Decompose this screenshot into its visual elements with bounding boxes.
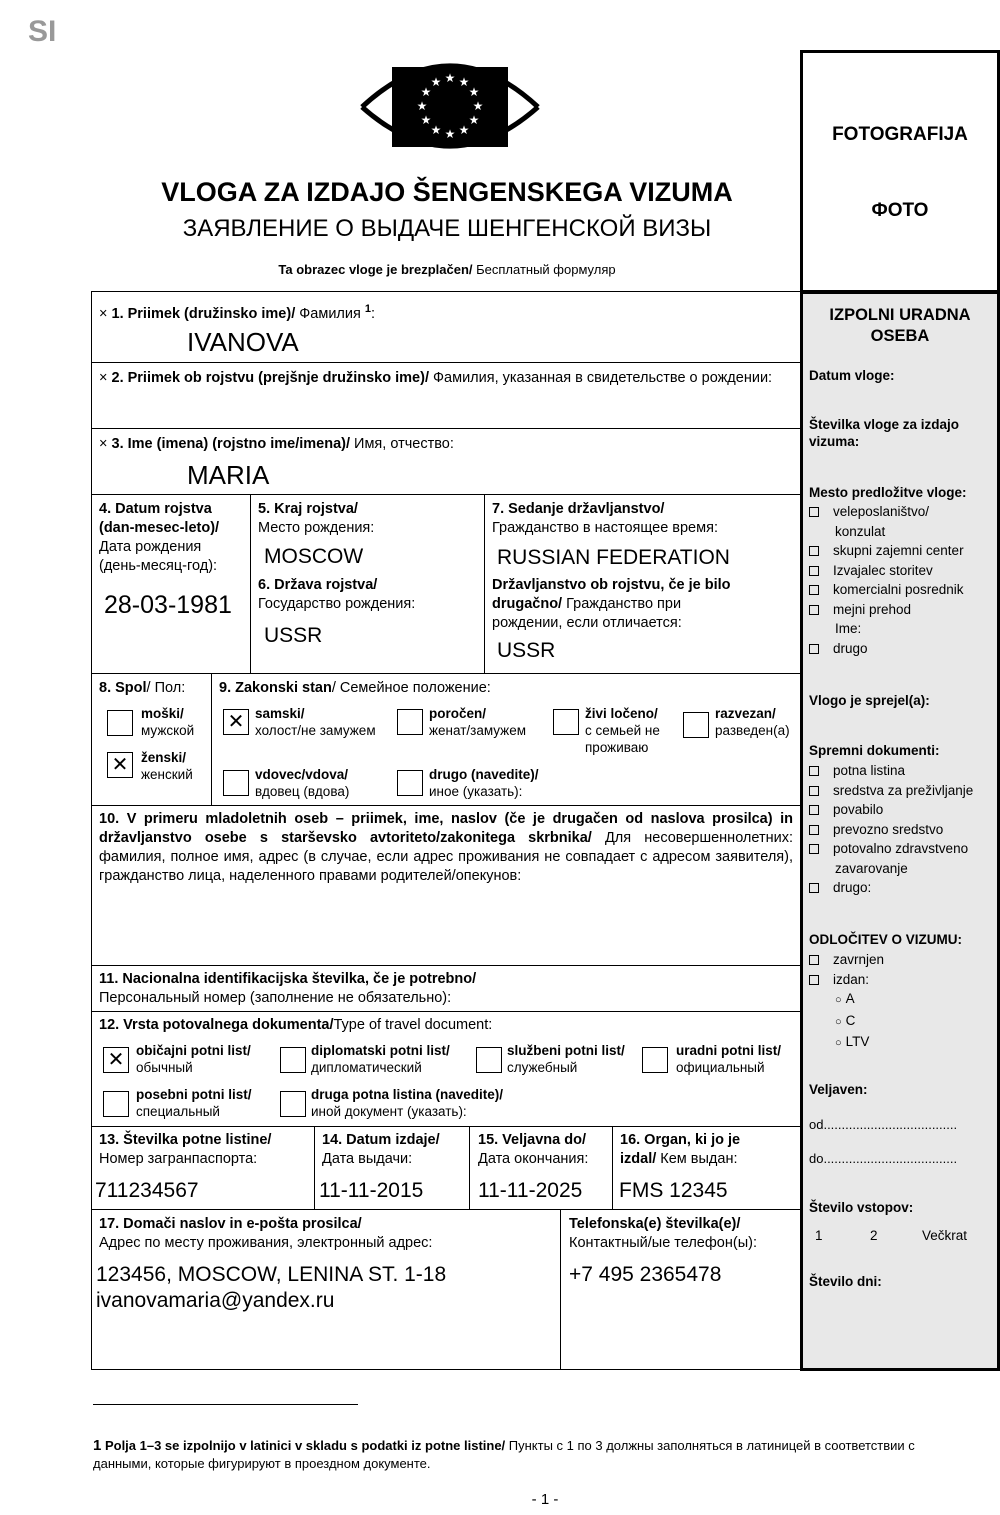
svg-text:★: ★ — [458, 75, 470, 89]
invitation-checkbox[interactable] — [809, 805, 819, 815]
valid-label: Veljaven: — [809, 1082, 868, 1097]
valid-from: od..................................... — [809, 1117, 958, 1132]
field-6-birth-country[interactable]: USSR — [264, 624, 323, 647]
other-place-checkbox[interactable] — [809, 644, 819, 654]
entries-label: Število vstopov: — [809, 1200, 914, 1215]
field-13-label: 13. Številka potne listine/ Номер загранпаспорта: — [99, 1132, 272, 1167]
svg-text:★: ★ — [444, 127, 456, 141]
border-checkbox[interactable] — [809, 605, 819, 615]
entries-2: 2 — [870, 1228, 878, 1243]
svg-text:★: ★ — [458, 123, 470, 137]
supporting-docs-label: Spremni dokumenti: — [809, 743, 940, 758]
civil-widowed-checkbox[interactable] — [223, 770, 249, 796]
free-form-note: Ta obrazec vloge je brezplačen/ Бесплатный формуляр — [278, 262, 616, 277]
field-15-expiry-date[interactable]: 11-11-2025 — [478, 1179, 583, 1202]
issued-checkbox[interactable] — [809, 975, 819, 985]
civil-divorced-checkbox[interactable] — [683, 712, 709, 738]
doc-ordinary-checkbox[interactable]: ✕ — [103, 1047, 129, 1073]
field-17-email[interactable]: ivanovamaria@yandex.ru — [96, 1289, 335, 1312]
footnote-separator — [93, 1404, 358, 1405]
lodged-at-label: Mesto predložitve vloge: — [809, 485, 967, 500]
civil-single-checkbox[interactable]: ✕ — [223, 709, 249, 735]
field-6-label: 6. Država rojstva/ Государство рождения: — [258, 577, 416, 612]
doc-official-label: uradni potni list/ официальный — [676, 1043, 781, 1075]
sex-female-checkbox[interactable]: ✕ — [107, 752, 133, 778]
field-2-label: × 2. Priimek ob rojstvu (prejšnje družinsko ime)/ Фамилия, указанная в свидетельстве о рождении: — [99, 370, 773, 386]
phone-number[interactable]: +7 495 2365478 — [569, 1263, 722, 1286]
field-4-label: 4. Datum rojstva (dan-mesec-leto)/ Дата рождения (день-месяц-год): — [99, 501, 220, 574]
civil-married-checkbox[interactable] — [397, 709, 423, 735]
days-label: Število dni: — [809, 1274, 882, 1289]
civil-other-label: drugo (navedite)/ иное (указать): — [429, 767, 539, 799]
svg-text:★: ★ — [416, 99, 428, 113]
svg-text:★: ★ — [430, 75, 442, 89]
supporting-docs-options: potna listina sredstva za preživljanje povabilo prevozno sredstvo potovalno zdravstveno zavarovanje drugo: — [809, 761, 973, 898]
lodged-at-options: veleposlaništvo/ konzulat skupni zajemni center Izvajalec storitev komercialni posrednik mejni prehod Ime: drugo — [809, 502, 964, 658]
field-8-label: 8. Spol/ Пол: — [99, 680, 186, 696]
field-12-label: 12. Vrsta potovalnega dokumenta/Type of travel document: — [99, 1017, 493, 1033]
svg-text:★: ★ — [420, 85, 432, 99]
photo-box — [800, 50, 1000, 293]
doc-ordinary-label: običajni potni list/ обычный — [136, 1043, 251, 1075]
visa-c-radio[interactable]: ○ — [835, 1015, 842, 1028]
field-14-issue-date[interactable]: 11-11-2015 — [319, 1179, 424, 1202]
photo-label-ru: ФОТО — [871, 200, 929, 221]
field-4-birth-date[interactable]: 28-03-1981 — [104, 591, 232, 619]
phone-label: Telefonska(e) številka(e)/ Контактный/ые телефон(ы): — [569, 1216, 757, 1251]
field-1-surname[interactable]: IVANOVA — [187, 327, 299, 357]
visa-decision-label: ODLOČITEV O VIZUMU: — [809, 932, 962, 947]
means-checkbox[interactable] — [809, 786, 819, 796]
country-code: SI — [28, 15, 57, 48]
svg-text:★: ★ — [430, 123, 442, 137]
insurance-checkbox[interactable] — [809, 844, 819, 854]
eu-council-logo — [358, 45, 542, 167]
field-7-birth-nationality[interactable]: USSR — [497, 639, 556, 662]
field-7-nationality[interactable]: RUSSIAN FEDERATION — [497, 546, 730, 569]
field-17-address[interactable]: 123456, MOSCOW, LENINA ST. 1-18 — [96, 1263, 447, 1286]
field-7-label: 7. Sedanje državljanstvo/ Гражданство в настоящее время: — [492, 501, 718, 536]
refused-checkbox[interactable] — [809, 955, 819, 965]
application-date-label: Datum vloge: — [809, 368, 895, 383]
form-title-ru: ЗАЯВЛЕНИЕ О ВЫДАЧЕ ШЕНГЕНСКОЙ ВИЗЫ — [182, 215, 712, 242]
sex-male-checkbox[interactable] — [107, 710, 133, 736]
footnote: 1 Polja 1–3 se izpolnijo v latinici v skladu s podatki iz potne listine/ Пункты с 1 по 3 должны заполняться в латиницей в соответствии с данными, которые фигурируют в проездном документе. — [93, 1437, 915, 1471]
civil-other-checkbox[interactable] — [397, 770, 423, 796]
field-15-label: 15. Veljavna do/ Дата окончания: — [478, 1132, 589, 1167]
doc-diplomatic-label: diplomatski potni list/ дипломатический — [311, 1043, 450, 1075]
valid-until: do..................................... — [809, 1151, 958, 1166]
entries-1: 1 — [815, 1228, 823, 1243]
doc-official-checkbox[interactable] — [642, 1047, 668, 1073]
field-3-label: × 3. Ime (imena) (rojstno ime/imena)/ Имя, отчество: — [99, 436, 454, 452]
doc-special-checkbox[interactable] — [103, 1091, 129, 1117]
photo-label: FOTOGRAFIJA — [832, 124, 968, 145]
travel-doc-checkbox[interactable] — [809, 766, 819, 776]
embassy-checkbox[interactable] — [809, 507, 819, 517]
civil-separated-label: živi ločeno/ с семьей не проживаю — [585, 706, 660, 755]
application-number-label: Številka vloge za izdajo vizuma: — [809, 417, 960, 449]
provider-checkbox[interactable] — [809, 566, 819, 576]
other-doc-checkbox[interactable] — [809, 883, 819, 893]
civil-widowed-label: vdovec/vdova/ вдовец (вдова) — [255, 767, 350, 799]
civil-divorced-label: razvezan/ разведен(а) — [715, 706, 790, 738]
field-1-label: × 1. Priimek (družinsko ime)/ Фамилия $^1$: — [99, 303, 376, 322]
svg-text:★: ★ — [472, 99, 484, 113]
transport-checkbox[interactable] — [809, 825, 819, 835]
field-9-label: 9. Zakonski stan/ Семейное положение: — [219, 680, 491, 696]
doc-service-label: službeni potni list/ служебный — [507, 1043, 625, 1075]
entries-multiple: Večkrat — [922, 1228, 968, 1243]
field-17-label: 17. Domači naslov in e-pošta prosilca/ Адрес по месту проживания, электронный адрес: — [99, 1216, 433, 1251]
doc-other-checkbox[interactable] — [280, 1091, 306, 1117]
field-7-birth-nationality-label: Državljanstvo ob rojstvu, če je bilo drugačno/ Гражданство при рождении, если отличается: — [492, 577, 731, 631]
doc-other-label: druga potna listina (navedite)/ иной документ (указать): — [311, 1087, 504, 1119]
svg-text:★: ★ — [420, 113, 432, 127]
doc-service-checkbox[interactable] — [476, 1047, 502, 1073]
civil-separated-checkbox[interactable] — [553, 709, 579, 735]
civil-single-label: samski/ холост/не замужем — [255, 706, 376, 738]
intermediary-checkbox[interactable] — [809, 585, 819, 595]
visa-ltv-radio[interactable]: ○ — [835, 1037, 842, 1049]
doc-diplomatic-checkbox[interactable] — [280, 1047, 306, 1073]
visa-decision-options: zavrnjen izdan: ○ A ○ C ○ LTV — [809, 950, 884, 1054]
field-14-label: 14. Datum izdaje/ Дата выдачи: — [322, 1132, 440, 1167]
field-5-label: 5. Kraj rojstva/ Место рождения: — [258, 501, 375, 536]
sex-female-label: ženski/ женский — [141, 750, 193, 782]
field-16-label: 16. Organ, ki jo je izdal/ Кем выдан: — [620, 1132, 741, 1167]
official-heading: IZPOLNI URADNA OSEBA — [829, 306, 971, 345]
field-5-birth-place[interactable]: MOSCOW — [264, 545, 364, 568]
svg-text:★: ★ — [444, 71, 456, 85]
field-11-label: 11. Nacionalna identifikacijska številka, če je potrebno/ Персональный номер (заполнение не обязательно): — [99, 971, 477, 1006]
field-16-issued-by[interactable]: FMS 12345 — [619, 1179, 728, 1202]
visa-a-radio[interactable]: ○ — [835, 994, 842, 1006]
civil-married-label: poročen/ женат/замужем — [429, 706, 526, 738]
svg-text:★: ★ — [468, 113, 480, 127]
handled-by-label: Vlogo je sprejel(a): — [809, 693, 930, 708]
form-title: VLOGA ZA IZDAJO ŠENGENSKEGA VIZUMA — [161, 177, 733, 207]
vac-checkbox[interactable] — [809, 546, 819, 556]
field-10-label: 10. V primeru mladoletnih oseb – priimek, ime, naslov (če je drugačen od naslova prosilca) in državljanstvo osebe s starševsko avtoriteto/zakonitega skrbnika/ Для несовершеннолетних: фамилия, полное имя, адрес (в случае, если адрес проживания не совпадает с адресом заявителя), гражданство лица, наделенного правами родителей/опекунов: — [99, 811, 794, 884]
sex-male-label: moški/ мужской — [141, 706, 195, 738]
field-3-first-name[interactable]: MARIA — [187, 460, 270, 490]
page-number: - 1 - — [531, 1491, 559, 1508]
svg-text:★: ★ — [468, 85, 480, 99]
doc-special-label: posebni potni list/ специальный — [136, 1087, 252, 1119]
field-13-passport-number[interactable]: 711234567 — [95, 1179, 199, 1202]
